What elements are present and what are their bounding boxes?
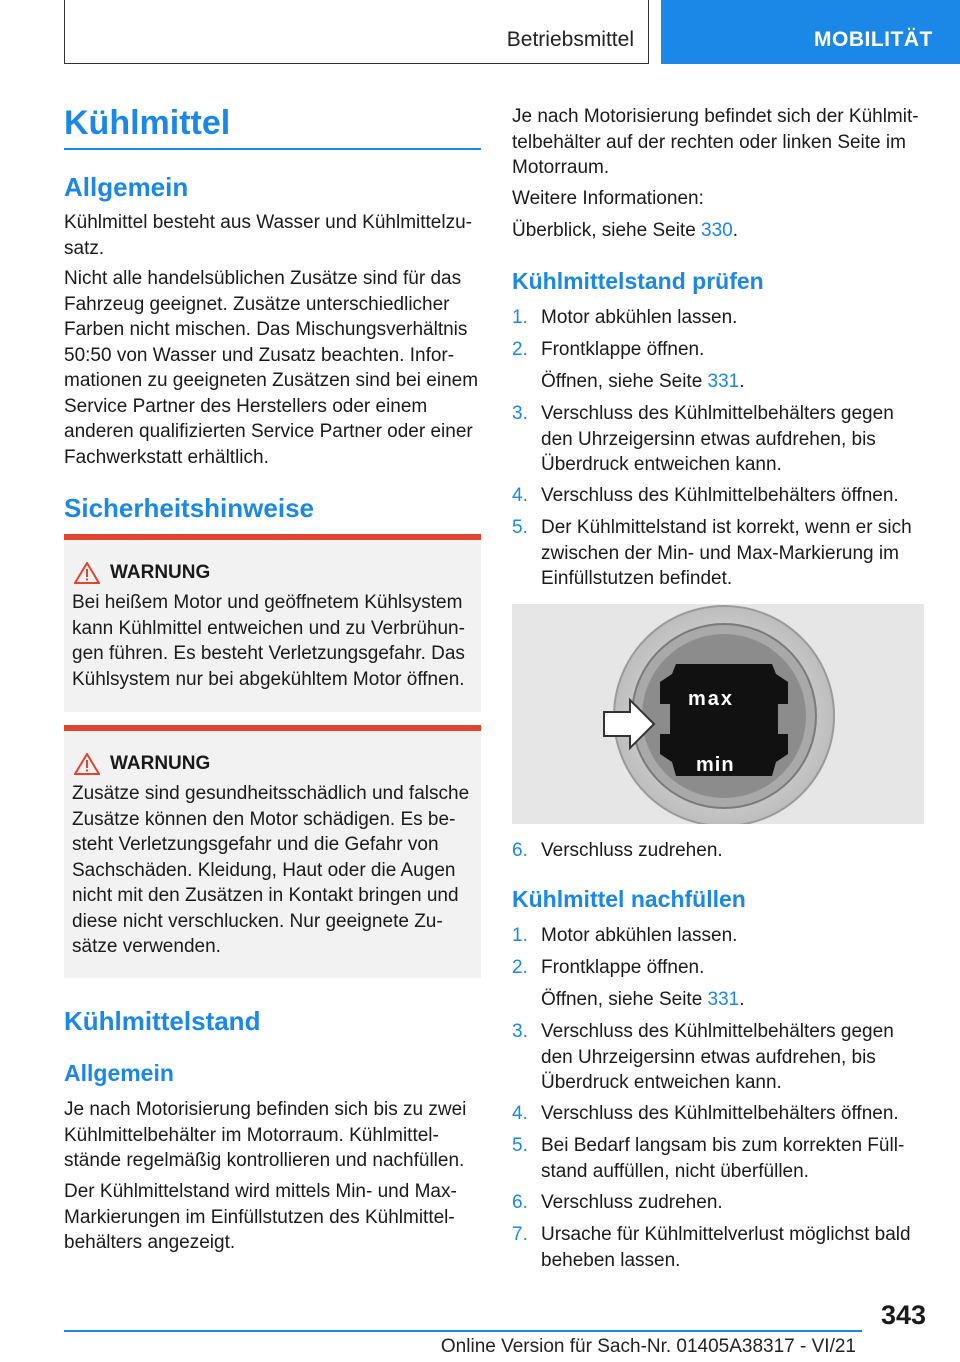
- allgemein-heading: Allgemein: [64, 172, 189, 202]
- allgemein-paragraph-1: Kühlmittel besteht aus Wasser und Kühlmittelzusatz.: [64, 212, 472, 259]
- photo-label-max: max: [688, 688, 735, 710]
- allgemein-paragraph-2: Nicht alle handelsüblichen Zusätze sind für das Fahrzeug geeignet. Zusätze unterschiedlicher Farben nicht mischen. Das Mischungsverhältnis 50:50 von Wasser und Zusatz beachten. Informationen zu geeigneten Zusätzen sind bei einem Service Partner des Herstellers oder einem anderen qualifizierten Service Partner oder einer Fachwerkstatt erhältlich.: [64, 268, 479, 468]
- safety-heading: Sicherheitshinweise: [64, 493, 314, 523]
- intro-paragraph-1: Je nach Motorisierung befindet sich der Kühlmittelbehälter auf der rechten oder linken Seite im Motorraum.: [512, 106, 919, 178]
- page-number: 343: [880, 1300, 926, 1330]
- refill-heading: Kühlmittel nachfüllen: [512, 886, 746, 912]
- header-section: Betriebsmittel: [506, 28, 634, 51]
- warning-triangle-icon: [74, 753, 100, 775]
- coolant-cap-photo: [512, 604, 924, 824]
- warning-title-1: WARNUNG: [110, 562, 211, 583]
- level-paragraph-2: Der Kühlmittelstand wird mittels Min- und Max-Markierungen im Einfüllstutzen des Kühlmittelbehälters angezeigt.: [64, 1181, 457, 1253]
- warning-text-1: Bei heißem Motor und geöffnetem Kühlsystem kann Kühlmittel entweichen und zu Verbrühungen führen. Es besteht Verletzungsgefahr. Das Kühlsystem nur bei abgekühltem Motor öffnen.: [72, 592, 465, 690]
- title-rule: [64, 148, 481, 150]
- warning-box-2: [64, 725, 481, 978]
- coolant-level-heading: Kühlmittelstand: [64, 1006, 261, 1036]
- check-heading: Kühlmittelstand prüfen: [512, 268, 764, 294]
- warning-box-1: [64, 534, 481, 712]
- warning-triangle-icon: [74, 562, 100, 584]
- header-chapter-tab[interactable]: [661, 0, 960, 64]
- photo-label-min: min: [696, 754, 735, 776]
- intro-reference: Überblick, siehe Seite 330.: [512, 220, 739, 241]
- warning-text-2: Zusätze sind gesundheitsschädlich und falsche Zusätze können den Motor schädigen. Es besteht Verletzungsgefahr und die Gefahr von Sachschäden. Kleidung, Haut oder die Augen nicht mit den Zusätzen in Kontakt bringen und diese nicht verschlucken. Nur geeignete Zusätze verwenden.: [72, 783, 470, 957]
- page-link-330[interactable]: 330: [701, 220, 733, 241]
- warning-title-2: WARNUNG: [110, 753, 211, 774]
- page-title: Kühlmittel: [64, 104, 231, 142]
- header-section-box: [64, 0, 649, 64]
- level-allgemein-heading: Allgemein: [64, 1060, 174, 1086]
- level-paragraph-1: Je nach Motorisierung befinden sich bis zu zwei Kühlmittelbehälter im Motorraum. Kühlmittelstände regelmäßig kontrollieren und nachfüllen.: [64, 1099, 467, 1171]
- footer-rule: [64, 1330, 862, 1332]
- header-chapter: MOBILITÄT: [814, 28, 933, 51]
- coolant-filler-neck-illustration: [512, 604, 924, 824]
- page-link-331[interactable]: 331: [707, 989, 740, 1010]
- intro-paragraph-2: Weitere Informationen:: [512, 188, 704, 209]
- footer-online-version: Online Version für Sach-Nr. 01405A38317 - VI/21: [440, 1336, 856, 1357]
- page-link-331[interactable]: 331: [707, 371, 740, 392]
